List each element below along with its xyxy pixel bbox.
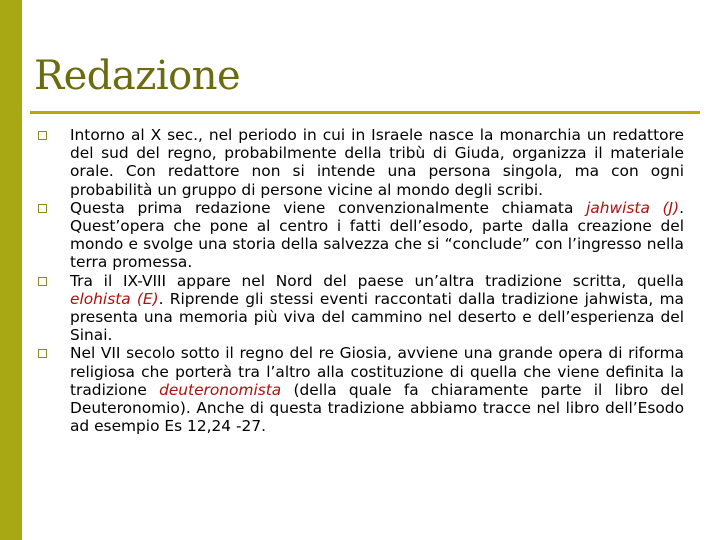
square-bullet-icon — [38, 349, 47, 358]
bullet-text: Questa prima redazione viene convenzionalmente chiamata — [70, 198, 587, 217]
square-bullet-icon — [38, 204, 47, 213]
slide-title: Redazione — [34, 53, 241, 99]
bullet-item-3 — [38, 272, 684, 345]
bullet-item-2 — [38, 199, 684, 272]
square-bullet-icon — [38, 131, 47, 140]
title-underline — [30, 111, 700, 114]
bullet-item-1 — [38, 126, 684, 199]
highlighted-term: elohista — [70, 289, 131, 308]
highlighted-term: deuteronomista — [159, 380, 282, 399]
highlighted-term: jahwista — [586, 198, 650, 217]
bullet-text: Intorno al X sec., nel periodo in cui in Israele nasce la monarchia un redattore del sud del regno, probabilmente della tribù di Giuda, organizza il materiale orale. Con redattore non si intende una persona singola, ma con ogni probabilità un gruppo di persone vicine al mondo degli scribi. — [70, 126, 684, 199]
bullet-item-4 — [38, 344, 684, 435]
bullet-text: Tra il IX-VIII appare nel Nord del paese un’altra tradizione scritta, quella — [70, 271, 684, 290]
bullet-text: Nel VII secolo sotto il regno del re Giosia, avviene una grande opera di riforma religiosa che porterà tra l’altro alla costituzione di quella che viene definita la tradizione — [70, 344, 684, 399]
left-accent-bar — [0, 0, 22, 540]
bullet-text: . Quest’opera che pone al centro i fatti dell’esodo, parte dalla creazione del mondo e svolge una storia della salvezza che si “conclude” con l’ingresso nella terra promessa. — [70, 198, 684, 272]
bullet-list — [38, 126, 684, 435]
term-abbreviation: (E) — [130, 289, 159, 308]
term-abbreviation: (J) — [649, 198, 680, 217]
square-bullet-icon — [38, 277, 47, 286]
bullet-text: (della quale fa chiaramente parte il libro del Deuteronomio). Anche di questa tradizione abbiamo tracce nel libro dell’Esodo ad esempio Es 12,24 -27. — [70, 380, 684, 436]
bullet-text: . Riprende gli stessi eventi raccontati dalla tradizione jahwista, ma presenta una memoria più viva del cammino nel deserto e dell’esperienza del Sinai. — [70, 289, 684, 345]
